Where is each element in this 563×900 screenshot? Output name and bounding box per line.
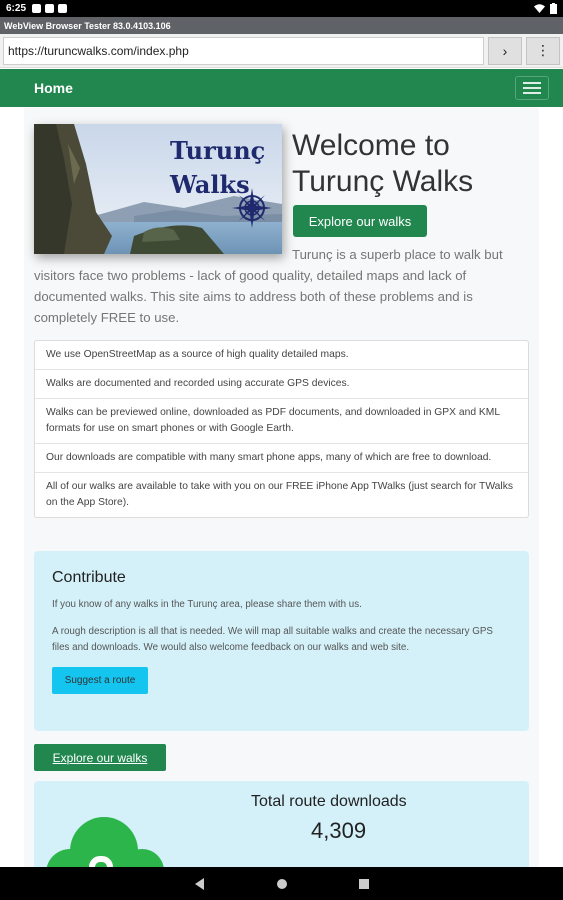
contribute-text-2: A rough description is all that is needed. We will map all suitable walks and create the necessary GPS files and downloads. We would also welcome feedback on our walks and web site. (52, 626, 493, 653)
wifi-icon (534, 4, 545, 13)
page-title-line1: Welcome to (292, 129, 450, 162)
nav-home-link[interactable]: Home (34, 80, 73, 96)
app-title-bar (0, 17, 563, 34)
app-title: WebView Browser Tester 83.0.4103.106 (4, 20, 171, 31)
list-item: Walks are documented and recorded using accurate GPS devices. (35, 369, 528, 398)
status-bar (0, 0, 563, 17)
url-row (0, 34, 563, 68)
hamburger-menu-icon[interactable] (515, 76, 549, 100)
recents-icon[interactable] (358, 878, 370, 890)
hero-image-text-walks: Walks (170, 170, 250, 199)
suggest-route-button[interactable]: Suggest a route (52, 667, 148, 694)
downloads-panel (34, 781, 529, 867)
site-navbar (0, 69, 563, 107)
downloads-count: 4,309 (311, 818, 367, 843)
overflow-menu-button[interactable]: ⋮ (526, 37, 560, 65)
intro-line1: Turunç is a superb place to walk but (292, 247, 503, 262)
downloads-label: Total route downloads (251, 793, 407, 810)
status-time: 6:25 (6, 3, 27, 14)
url-input[interactable]: https://turuncwalks.com/index.php (3, 37, 484, 65)
page-content (24, 108, 539, 867)
hero-image (34, 124, 282, 254)
page-title (292, 128, 473, 200)
intro-paragraph (34, 244, 529, 328)
home-icon[interactable] (276, 878, 288, 890)
battery-icon (550, 3, 557, 14)
explore-walks-link[interactable]: Explore our walks (34, 744, 166, 771)
features-list (34, 340, 529, 518)
intro-rest: visitors face two problems - lack of good quality, detailed maps and lack of documented walks. This site aims to address both of these problems and is completely FREE to use. (34, 268, 473, 325)
list-item: All of our walks are available to take with you on our FREE iPhone App TWalks (just search for TWalks on the App Store). (35, 472, 528, 517)
go-button[interactable]: › (488, 37, 522, 65)
list-item: Our downloads are compatible with many smart phone apps, many of which are free to download. (35, 443, 528, 472)
system-nav-bar (0, 867, 563, 900)
contribute-text-1: If you know of any walks in the Turunç area, please share them with us. (52, 599, 362, 610)
compass-icon (232, 188, 272, 228)
list-item: We use OpenStreetMap as a source of high quality detailed maps. (46, 349, 349, 360)
notification-icons (32, 4, 67, 13)
hero-image-text-turunc: Turunç (170, 136, 266, 165)
contribute-panel (34, 551, 529, 731)
status-right (534, 3, 557, 14)
list-item: Walks can be previewed online, downloaded as PDF documents, and downloaded in GPX and KML formats for use on smart phones or with Google Earth. (35, 398, 528, 443)
contribute-title: Contribute (52, 569, 126, 586)
explore-walks-button[interactable]: Explore our walks (293, 205, 427, 237)
page-title-line2: Turunç Walks (292, 165, 474, 198)
back-icon[interactable] (194, 878, 206, 890)
cloud-download-icon (42, 801, 172, 867)
